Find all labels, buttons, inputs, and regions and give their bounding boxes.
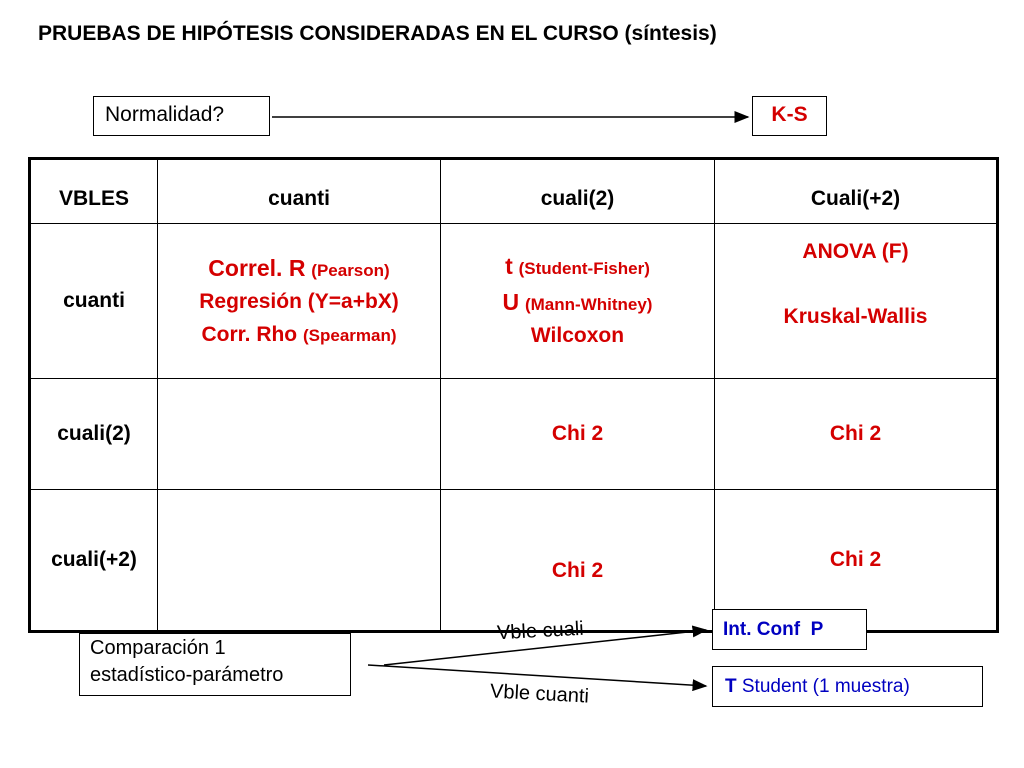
chi2-cell: Chi 2 <box>715 379 998 490</box>
wilcoxon-test: Wilcoxon <box>530 324 625 348</box>
row-label: cuali(+2) <box>30 490 158 632</box>
comparison-box <box>79 633 351 696</box>
row-label: cuali(2) <box>30 379 158 490</box>
kruskal-wallis-test: Kruskal-Wallis <box>783 304 928 328</box>
t-student-rest: Student (1 muestra) <box>736 676 910 697</box>
chi2-cell: Chi 2 <box>715 490 998 632</box>
ks-test-box: K-S <box>752 96 827 136</box>
anova-test: ANOVA (F) <box>802 240 909 263</box>
t-student-box <box>712 666 983 707</box>
t-test-note: (Student-Fisher) <box>518 259 650 279</box>
header-cell: cuali(2) <box>441 159 715 224</box>
hypothesis-tests-table <box>28 157 999 633</box>
regression-test: Regresión (Y=a+bX) <box>199 290 399 314</box>
header-cell: Cuali(+2) <box>715 159 998 224</box>
header-cell: cuanti <box>158 159 441 224</box>
cell-cuanti-cuali2 <box>441 224 715 379</box>
comparison-line-2: estadístico-parámetro <box>90 664 284 686</box>
t-test: t <box>505 253 513 280</box>
empty-cell <box>158 490 441 632</box>
normality-question-box: Normalidad? <box>93 96 270 136</box>
chi2-cell: Chi 2 <box>441 490 715 632</box>
spearman-test: Corr. Rho <box>201 322 298 346</box>
page-title: PRUEBAS DE HIPÓTESIS CONSIDERADAS EN EL CURSO (síntesis) <box>38 22 717 45</box>
u-test-note: (Mann-Whitney) <box>524 294 653 314</box>
cell-cuanti-cuali-plus2 <box>715 224 998 379</box>
row-label: cuanti <box>30 224 158 379</box>
u-test: U <box>502 288 520 315</box>
confidence-interval-box: Int. Conf P <box>712 609 867 650</box>
t-student-bold: T <box>725 676 737 697</box>
pearson-note: (Pearson) <box>311 260 390 280</box>
pearson-test: Correl. R <box>208 254 306 281</box>
table-row <box>30 224 998 379</box>
table-row <box>30 379 998 490</box>
vble-cuanti-label: Vble cuanti <box>489 680 590 708</box>
chi2-cell: Chi 2 <box>441 379 715 490</box>
comparison-line-1: Comparación 1 <box>90 637 226 659</box>
vble-cuali-label: Vble cuali <box>496 617 585 645</box>
empty-cell <box>158 379 441 490</box>
spearman-note: (Spearman) <box>302 325 397 345</box>
cell-cuanti-cuanti <box>158 224 441 379</box>
header-cell: VBLES <box>30 159 158 224</box>
table-header-row <box>30 159 998 224</box>
